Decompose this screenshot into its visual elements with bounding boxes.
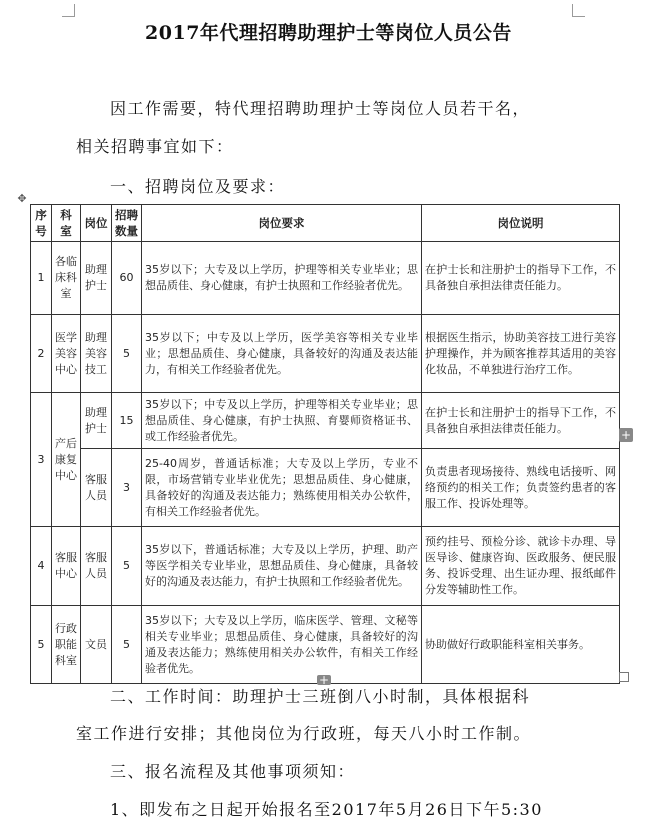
cell-requirements: 35岁以下；大专及以上学历，护理等相关专业毕业；思想品质佳、身心健康，有护士执照和工作经验者优先。 [142, 242, 422, 315]
cell-description: 负责患者现场接待、熟线电话接听、网络预约的相关工作；负责签约患者的客服工作、投诉处理等。 [422, 449, 620, 527]
cell-count: 5 [112, 315, 142, 393]
table-resize-handle[interactable] [619, 672, 629, 682]
cell-requirements: 35岁以下；中专及以上学历，医学美容等相关专业毕业；思想品质佳、身心健康，具备较好的沟通及表达能力，有相关工作经验者优先。 [142, 315, 422, 393]
cell-requirements: 35岁以下；大专及以上学历，临床医学、管理、文秘等相关专业毕业；思想品质佳、身心健康，具备较好的沟通及表达能力；熟练使用相关办公软件，有相关工作经验者优先。 [142, 606, 422, 684]
cell-no: 3 [31, 393, 52, 527]
registration-item-1: 1、即发布之日起开始报名至2017年5月26日下午5:30 [110, 800, 543, 819]
header-dept: 科室 [52, 205, 81, 242]
cell-dept: 产后康复中心 [52, 393, 81, 527]
cell-description: 在护士长和注册护士的指导下工作，不具备独自承担法律责任能力。 [422, 393, 620, 449]
cell-count: 5 [112, 527, 142, 606]
cell-description: 在护士长和注册护士的指导下工作，不具备独自承担法律责任能力。 [422, 242, 620, 315]
header-no: 序号 [31, 205, 52, 242]
table-move-handle-icon[interactable]: ✥ [17, 192, 27, 205]
cell-requirements: 25-40周岁，普通话标准；大专及以上学历，专业不限，市场营销专业毕业优先；思想品质佳、身心健康，具备较好的沟通及表达能力；熟练使用相关办公软件，有相关工作经验者优先。 [142, 449, 422, 527]
table-row [31, 393, 620, 449]
add-row-icon[interactable]: + [318, 673, 330, 687]
cell-description: 根据医生指示，协助美容技工进行美容护理操作，并为顾客推荐其适用的美容化妆品，不单独进行治疗工作。 [422, 315, 620, 393]
cell-description: 预约挂号、预检分诊、就诊卡办理、导医导诊、健康咨询、医政服务、便民服务、投诉受理、出生证办理、报纸邮件分发等辅助性工作。 [422, 527, 620, 606]
header-post: 岗位 [81, 205, 112, 242]
page-corner-mark-right [572, 4, 585, 17]
section-heading-registration: 三、报名流程及其他事项须知： [110, 762, 356, 781]
cell-dept: 行政职能科室 [52, 606, 81, 684]
intro-paragraph-line2: 相关招聘事宜如下： [76, 137, 234, 156]
cell-count: 60 [112, 242, 142, 315]
section-heading-positions: 一、招聘岗位及要求： [110, 177, 286, 196]
cell-requirements: 35岁以下，普通话标准；大专及以上学历，护理、助产等医学相关专业毕业，思想品质佳、身心健康，具备较好的沟通及表达能力，有护士执照和工作经验者优先。 [142, 527, 422, 606]
document-title: 2017年代理招聘助理护士等岗位人员公告 [145, 22, 512, 44]
intro-paragraph-line1: 因工作需要，特代理招聘助理护士等岗位人员若干名， [110, 99, 531, 118]
cell-post: 文员 [81, 606, 112, 684]
cell-no: 1 [31, 242, 52, 315]
cell-count: 3 [112, 449, 142, 527]
cell-no: 2 [31, 315, 52, 393]
recruitment-table [30, 204, 620, 687]
cell-count: 15 [112, 393, 142, 449]
table-row [31, 527, 620, 606]
cell-description: 协助做好行政职能科室相关事务。 [422, 606, 620, 684]
cell-dept: 医学美容中心 [52, 315, 81, 393]
table-header-row [31, 205, 620, 242]
cell-post: 客服人员 [81, 527, 112, 606]
table-row [31, 606, 620, 684]
header-requirements: 岗位要求 [142, 205, 422, 242]
cell-post: 助理护士 [81, 242, 112, 315]
table-row [31, 449, 620, 527]
add-column-icon[interactable]: + [620, 428, 632, 442]
header-description: 岗位说明 [422, 205, 620, 242]
table-row [31, 242, 620, 315]
cell-count: 5 [112, 606, 142, 684]
cell-post: 客服人员 [81, 449, 112, 527]
cell-no: 5 [31, 606, 52, 684]
cell-post: 助理护士 [81, 393, 112, 449]
cell-no: 4 [31, 527, 52, 606]
section-heading-work-time-line1: 二、工作时间：助理护士三班倒八小时制，具体根据科 [110, 687, 531, 706]
header-count: 招聘数量 [112, 205, 142, 242]
cell-dept: 各临床科室 [52, 242, 81, 315]
page-corner-mark-left [62, 4, 75, 17]
cell-requirements: 35岁以下；中专及以上学历，护理等相关专业毕业；思想品质佳、身心健康，有护士执照、育婴师资格证书、或工作经验者优先。 [142, 393, 422, 449]
cell-dept: 客服中心 [52, 527, 81, 606]
section-heading-work-time-line2: 室工作进行安排；其他岗位为行政班，每天八小时工作制。 [76, 724, 532, 743]
table-row [31, 315, 620, 393]
cell-post: 助理美容技工 [81, 315, 112, 393]
